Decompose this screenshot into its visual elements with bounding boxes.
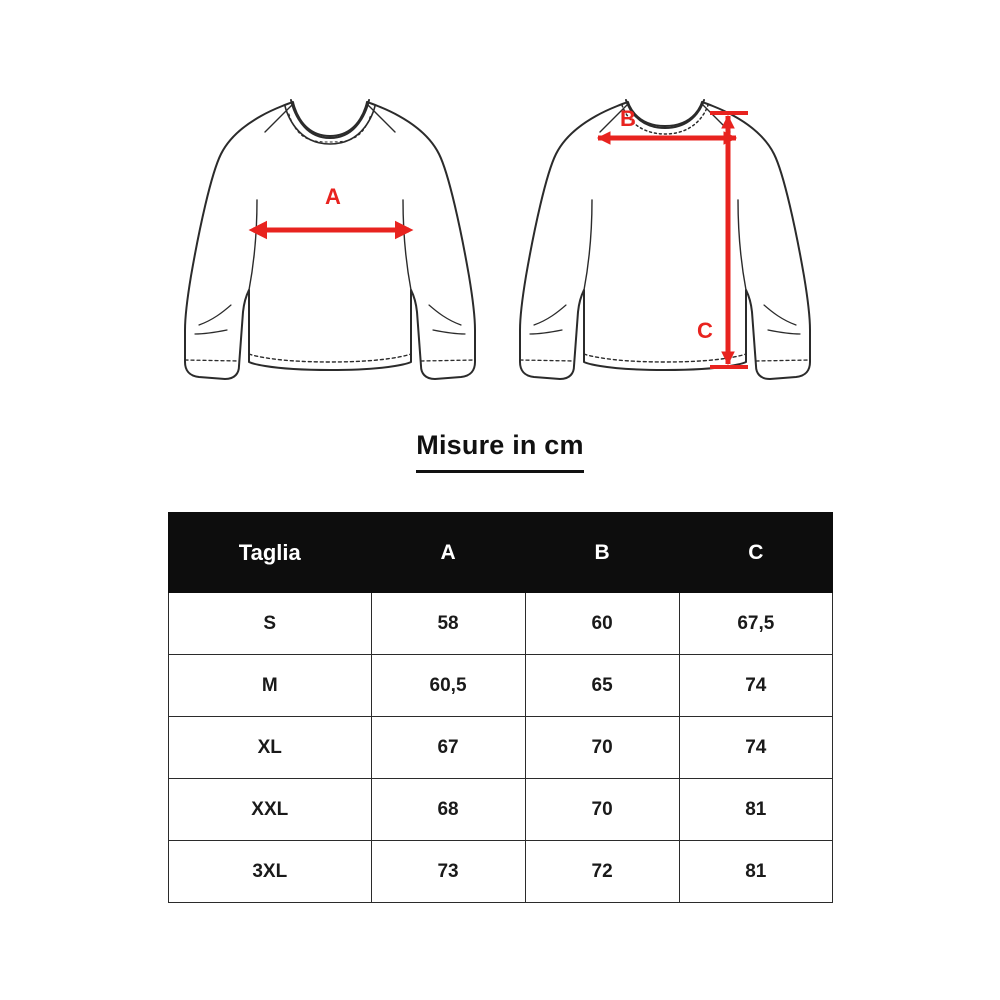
header-c: C	[679, 513, 832, 593]
table-row	[169, 779, 833, 841]
cell-c: 81	[679, 841, 832, 903]
table-row	[169, 593, 833, 655]
header-b: B	[525, 513, 679, 593]
garment-front-illustration	[165, 80, 495, 410]
table-row	[169, 655, 833, 717]
cell-a: 67	[371, 717, 525, 779]
cell-a: 73	[371, 841, 525, 903]
cell-b: 70	[525, 779, 679, 841]
cell-c: 67,5	[679, 593, 832, 655]
chart-title-wrap	[0, 430, 1000, 473]
size-table	[168, 512, 833, 903]
cell-a: 68	[371, 779, 525, 841]
header-size: Taglia	[169, 513, 372, 593]
cell-a: 60,5	[371, 655, 525, 717]
table-header-row	[169, 513, 833, 593]
cell-size: XXL	[169, 779, 372, 841]
cell-b: 65	[525, 655, 679, 717]
table-row	[169, 717, 833, 779]
cell-b: 60	[525, 593, 679, 655]
table-row	[169, 841, 833, 903]
measure-label-b: B	[620, 106, 636, 131]
measure-label-a: A	[325, 184, 341, 209]
measure-label-c: C	[697, 318, 713, 343]
page-title: Misure in cm	[416, 430, 583, 473]
cell-c: 74	[679, 717, 832, 779]
cell-c: 81	[679, 779, 832, 841]
garment-illustrations	[0, 80, 1000, 420]
cell-b: 72	[525, 841, 679, 903]
header-a: A	[371, 513, 525, 593]
size-table-wrap	[168, 512, 833, 903]
garment-back-illustration	[500, 80, 830, 410]
cell-a: 58	[371, 593, 525, 655]
cell-b: 70	[525, 717, 679, 779]
cell-c: 74	[679, 655, 832, 717]
cell-size: S	[169, 593, 372, 655]
cell-size: 3XL	[169, 841, 372, 903]
cell-size: M	[169, 655, 372, 717]
cell-size: XL	[169, 717, 372, 779]
